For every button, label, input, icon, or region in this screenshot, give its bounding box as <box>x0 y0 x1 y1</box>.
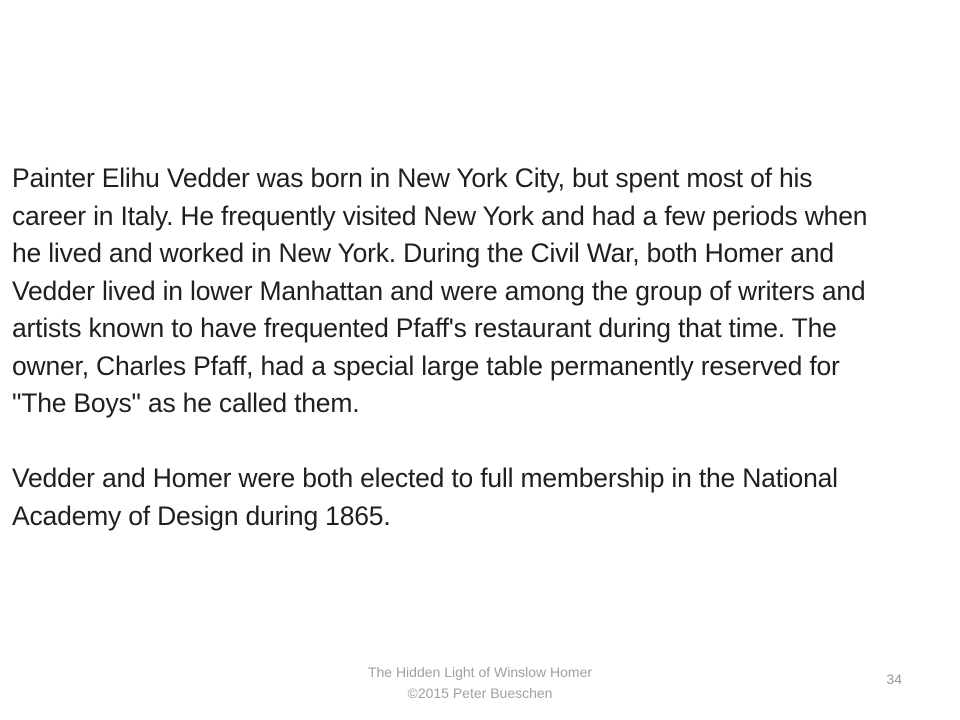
body-text-line: Academy of Design during 1865. <box>12 500 391 531</box>
paragraph-vedder-bio <box>12 160 952 423</box>
body-text-line: Vedder and Homer were both elected to full membership in the National <box>12 463 838 493</box>
slide-body-text <box>12 160 952 535</box>
paragraph-academy-election <box>12 460 952 535</box>
slide-footer <box>0 662 960 704</box>
page-number: 34 <box>886 671 902 687</box>
footer-copyright: ©2015 Peter Bueschen <box>407 685 553 701</box>
body-text-line: "The Boys" as he called them. <box>12 388 360 418</box>
body-text-line: career in Italy. He frequently visited New York and had a few periods when <box>12 200 868 231</box>
body-text-line: Painter Elihu Vedder was born in New York City, but spent most of his <box>12 163 813 193</box>
body-text-line: Vedder lived in lower Manhattan and were among the group of writers and <box>12 275 866 306</box>
body-text-line: owner, Charles Pfaff, had a special large table permanently reserved for <box>12 350 840 381</box>
body-text-line: artists known to have frequented Pfaff's restaurant during that time. The <box>12 313 837 343</box>
body-text-line: he lived and worked in New York. During the Civil War, both Homer and <box>12 238 834 268</box>
footer-title: The Hidden Light of Winslow Homer <box>367 664 593 680</box>
